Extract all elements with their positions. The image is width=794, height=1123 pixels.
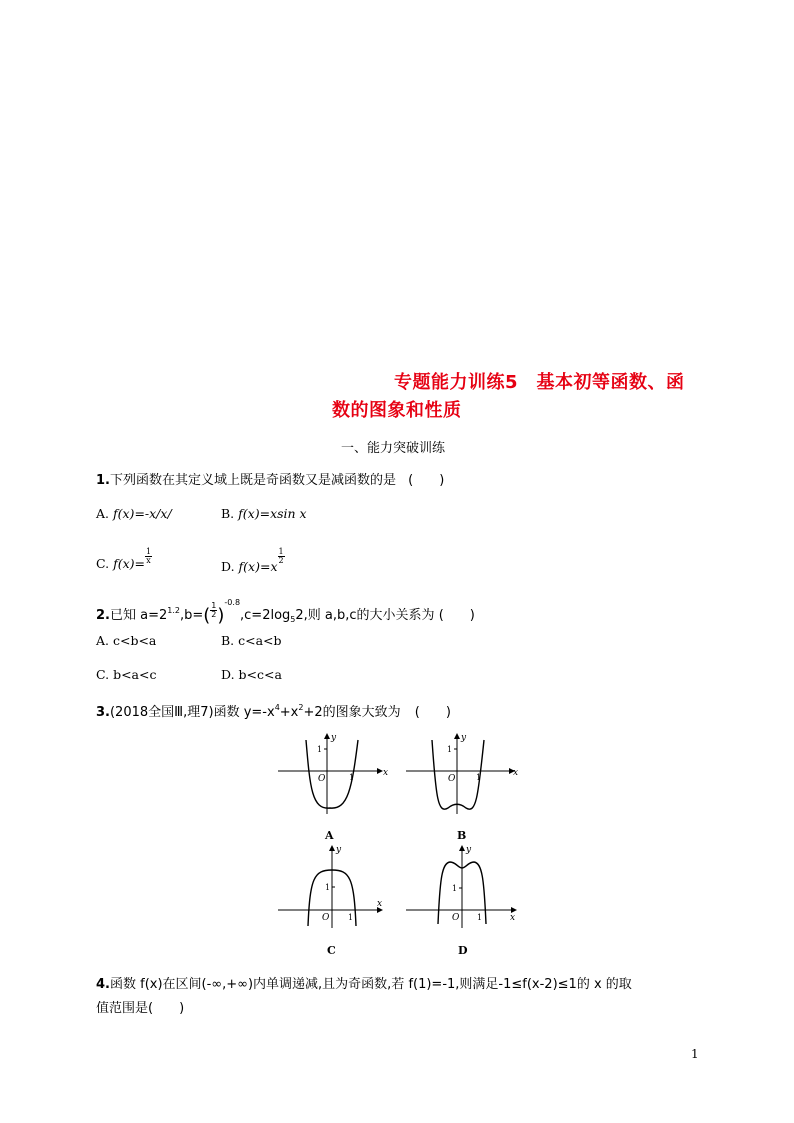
question-number: 2. [96,608,110,623]
option-c: C. b<a<c [96,667,157,682]
origin-label: O [318,774,326,784]
tick-label: 1 [325,883,331,892]
title-line-1: 专题能力训练5 基本初等函数、函 [394,372,685,393]
option-expr: = [259,559,271,574]
tick-label: 1 [317,745,323,754]
option-expr: =-x/x/ [134,506,172,521]
question-2 [96,598,475,626]
question-1 [96,469,444,488]
fraction-1-over-2: $\frac{1}{2}$ [278,547,284,565]
graph-c [278,845,382,957]
paren-open: ( [203,605,211,626]
stem-part: +x [279,705,299,720]
stem-part: +2的图象大致为 [303,705,401,720]
y-axis-label: y [466,845,472,855]
question-4-line-1 [96,973,632,992]
x-axis-label: x [377,899,383,909]
graph-label-b: B [457,829,467,842]
function-graphs [270,728,530,963]
y-axis-label: y [331,733,337,743]
stem-part: ,b= [179,608,204,623]
fraction-1-over-2: $\frac{1}{2}$ [211,601,217,619]
option-b [221,506,307,521]
option-d: D. b<c<a [221,667,282,682]
function-name: f(x) [113,556,135,571]
tick-label: 1 [349,773,355,782]
option-label: A. [96,506,110,521]
answer-paren: ( ) [414,705,451,720]
subscript: 5 [290,615,296,624]
graph-label-d: D [458,944,468,957]
origin-label: O [452,913,460,923]
function-name: f(x) [238,506,260,521]
title-line-2: 数的图象和性质 [332,400,462,421]
option-d [221,548,285,574]
exponent: 4 [274,703,280,712]
graph-a [278,733,388,842]
option-b: B. c<a<b [221,633,282,648]
question-number: 1. [96,473,110,488]
option-expr: = [134,556,145,571]
stem-part: 已知 a=2 [109,608,168,623]
exponent: 2 [298,703,304,712]
exponent: -0.8 [224,598,241,607]
origin-label: O [322,913,330,923]
stem-part: (2018全国Ⅲ,理7)函数 y=-x [109,705,275,720]
graph-label-c: C [327,944,336,957]
graph-b [406,733,518,842]
function-name: f(x) [238,559,260,574]
tick-label: 1 [447,745,453,754]
option-label: B. [221,506,235,521]
page-number: 1 [691,1047,699,1061]
y-axis-label: y [461,733,467,743]
stem-part: 2,则 a,b,c的大小关系为 [295,608,435,623]
answer-paren: ( ) [438,608,475,623]
question-number: 3. [96,705,110,720]
x-axis-label: x [513,768,519,778]
function-name: f(x) [113,506,135,521]
tick-label: 1 [476,773,482,782]
x-axis-label: x [383,768,389,778]
question-4-line-2: 值范围是( ) [96,1001,185,1016]
option-label: C. [96,556,110,571]
tick-label: 1 [452,884,458,893]
answer-paren: ( ) [408,473,445,488]
option-c [96,548,152,571]
origin-label: O [448,774,456,784]
question-stem: 下列函数在其定义域上既是奇函数又是减函数的是 [109,473,396,488]
tick-label: 1 [348,913,354,922]
graph-label-a: A [325,829,334,842]
paren-close: ) [217,605,225,626]
option-expr: =xsin x [259,506,307,521]
question-3 [96,701,451,720]
tick-label: 1 [477,913,483,922]
base-x: x [270,559,278,574]
x-axis-label: x [510,913,516,923]
stem-part: ,c=2log [240,608,291,623]
question-number: 4. [96,977,110,992]
question-stem: 函数 f(x)在区间(-∞,+∞)内单调递减,且为奇函数,若 f(1)=-1,则满足-1≤f(x-2)≤1的 x 的取 [109,977,632,992]
option-a: A. c<b<a [96,633,157,648]
y-axis-label: y [336,845,342,855]
exponent: 1.2 [167,606,180,615]
fraction-1-over-x: $\frac{1}{x}$ [146,547,152,565]
section-heading: 一、能力突破训练 [341,441,446,456]
option-label: D. [221,559,235,574]
option-a [96,506,172,521]
graph-d [406,845,516,957]
